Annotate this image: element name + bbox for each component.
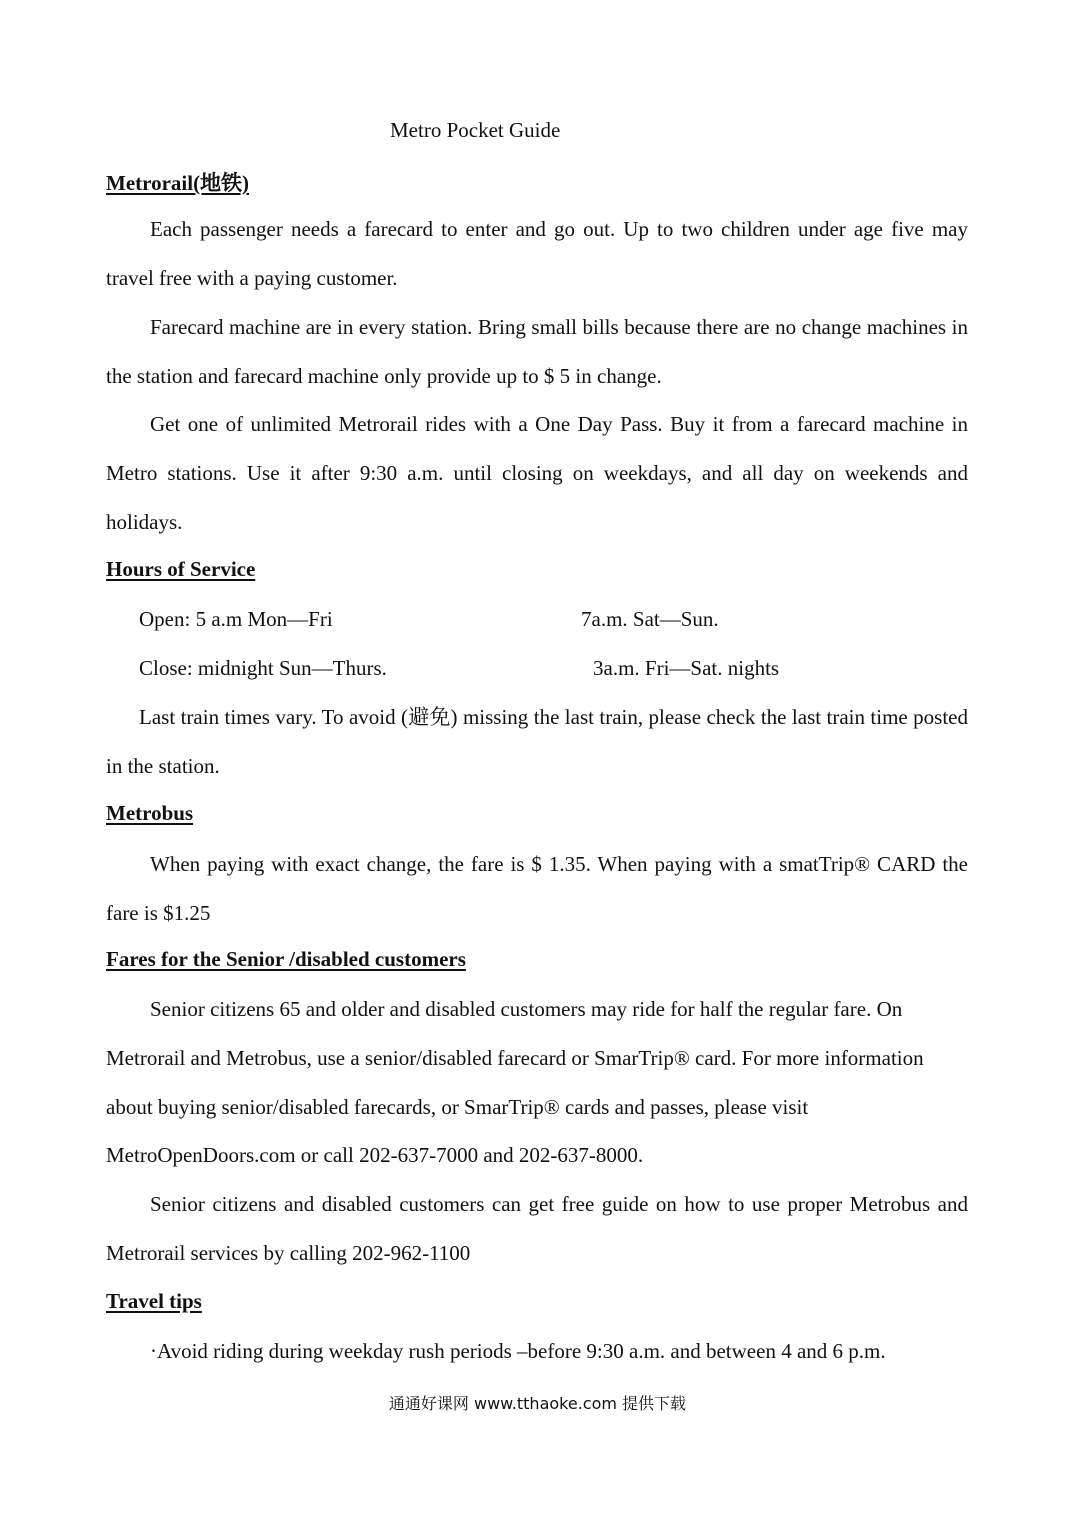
page-title: Metro Pocket Guide xyxy=(390,118,561,142)
heading-hours-of-service: Hours of Service xyxy=(106,557,256,581)
heading-travel-tips: Travel tips xyxy=(106,1289,202,1313)
hours-close-weekday: Close: midnight Sun—Thurs. xyxy=(139,656,387,680)
hours-open-weekend: 7a.m. Sat—Sun. xyxy=(581,607,719,631)
metrorail-paragraph-2: Farecard machine are in every station. Bring small bills because there are no change machines in the station and farecard machine only provide up to $ 5 in change. xyxy=(106,315,968,388)
hours-last-train-note: Last train times vary. To avoid (避免) missing the last train, please check the last train time posted in the station. xyxy=(106,705,968,778)
metrorail-paragraph-1: Each passenger needs a farecard to enter and go out. Up to two children under age five may travel free with a paying customer. xyxy=(106,217,968,290)
hours-open-weekday: Open: 5 a.m Mon—Fri xyxy=(139,607,333,631)
travel-tip-item: ·Avoid riding during weekday rush periods –before 9:30 a.m. and between 4 and 6 p.m. xyxy=(150,1339,886,1363)
hours-close-weekend: 3a.m. Fri—Sat. nights xyxy=(593,656,780,680)
metrorail-paragraph-3: Get one of unlimited Metrorail rides with a One Day Pass. Buy it from a farecard machine in Metro stations. Use it after 9:30 a.m. until closing on weekdays, and all day on weekends and holidays. xyxy=(106,412,968,534)
fares-line: about buying senior/disabled farecards, or SmarTrip® cards and passes, please visit xyxy=(106,1094,809,1119)
fares-paragraph-1 xyxy=(106,985,968,1180)
heading-metrorail: Metrorail(地铁) xyxy=(106,171,250,195)
fares-line: MetroOpenDoors.com or call 202-637-7000 and 202-637-8000. xyxy=(106,1143,644,1168)
heading-senior-disabled-fares: Fares for the Senior /disabled customers xyxy=(106,947,466,971)
page-footer: 通通好课网 www.tthaoke.com 提供下载 xyxy=(388,1394,687,1413)
heading-metrobus: Metrobus xyxy=(106,801,194,825)
metrobus-paragraph: When paying with exact change, the fare is $ 1.35. When paying with a smatTrip® CARD the fare is $1.25 xyxy=(106,852,968,925)
fares-paragraph-2: Senior citizens and disabled customers can get free guide on how to use proper Metrobus and Metrorail services by calling 202-962-1100 xyxy=(106,1192,968,1265)
fares-line: Metrorail and Metrobus, use a senior/disabled farecard or SmarTrip® card. For more information xyxy=(106,1045,924,1070)
fares-line: Senior citizens 65 and older and disabled customers may ride for half the regular fare. On xyxy=(150,997,903,1021)
